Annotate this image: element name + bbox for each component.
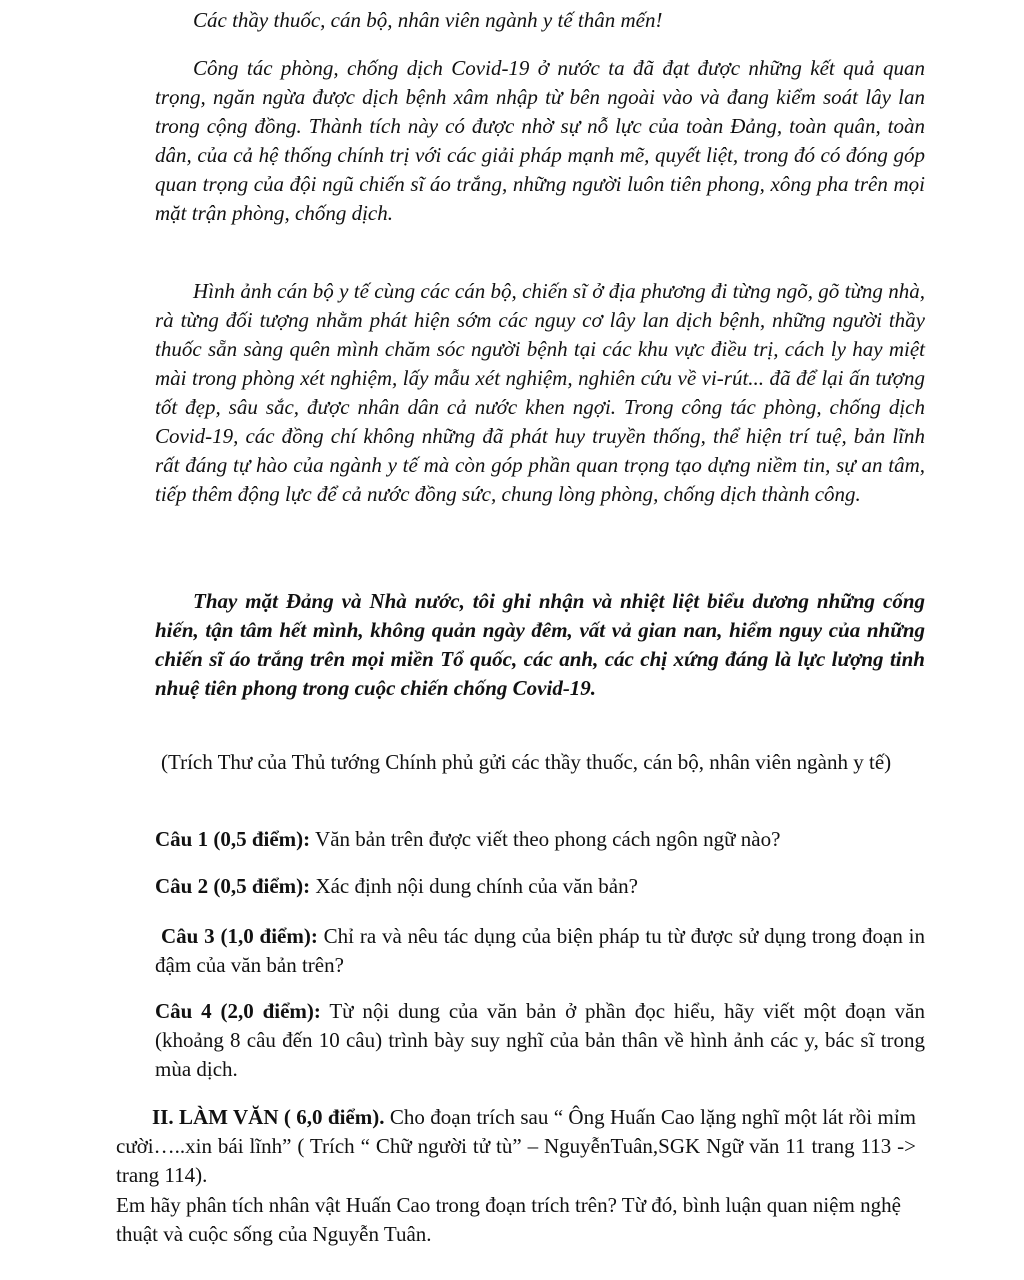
question-4-label: Câu 4 (2,0 điểm): bbox=[155, 999, 321, 1023]
question-1-text: Văn bản trên được viết theo phong cách ngôn ngữ nào? bbox=[310, 827, 781, 851]
writing-section-heading: II. LÀM VĂN ( 6,0 điểm). bbox=[152, 1105, 385, 1129]
question-2-text: Xác định nội dung chính của văn bản? bbox=[310, 874, 638, 898]
question-4-text: Từ nội dung của văn bản ở phần đọc hiểu, hãy viết một đoạn văn (khoảng 8 câu đến 10 câu) trình bày suy nghĩ của bản thân về hình ảnh các y, bác sĩ trong mùa dịch. bbox=[155, 999, 925, 1081]
letter-paragraph-2: Hình ảnh cán bộ y tế cùng các cán bộ, chiến sĩ ở địa phương đi từng ngõ, gõ từng nhà, rà từng đối tượng nhằm phát hiện sớm các nguy cơ lây lan dịch bệnh, những người thầy thuốc sẵn sàng quên mình chăm sóc người bệnh tại các khu vực điều trị, cách ly hay miệt mài trong phòng xét nghiệm, lấy mẫu xét nghiệm, nghiên cứu về vi-rút... đã để lại ấn tượng tốt đẹp, sâu sắc, được nhân dân cả nước khen ngợi. Trong công tác phòng, chống dịch Covid-19, các đồng chí không những đã phát huy truyền thống, thể hiện trí tuệ, bản lĩnh rất đáng tự hào của ngành y tế mà còn góp phần quan trọng tạo dựng niềm tin, sự an tâm, tiếp thêm động lực để cả nước đồng sức, chung lòng phòng, chống dịch thành công. bbox=[155, 279, 925, 506]
question-3 bbox=[155, 922, 925, 980]
question-1-label: Câu 1 (0,5 điểm): bbox=[155, 827, 311, 851]
writing-section bbox=[116, 1103, 916, 1190]
question-4 bbox=[155, 997, 925, 1084]
source-citation: (Trích Thư của Thủ tướng Chính phủ gửi các thầy thuốc, cán bộ, nhân viên ngành y tế) bbox=[161, 750, 892, 774]
question-1 bbox=[155, 825, 925, 854]
question-3-label: Câu 3 (1,0 điểm): bbox=[161, 924, 318, 948]
letter-greeting: Các thầy thuốc, cán bộ, nhân viên ngành y tế thân mến! bbox=[193, 8, 663, 32]
letter-paragraph-bold: Thay mặt Đảng và Nhà nước, tôi ghi nhận và nhiệt liệt biểu dương những cống hiến, tận tâm hết mình, không quản ngày đêm, vất vả gian nan, hiểm nguy của những chiến sĩ áo trắng trên mọi miền Tổ quốc, các anh, các chị xứng đáng là lực lượng tinh nhuệ tiên phong trong cuộc chiến chống Covid-19. bbox=[155, 589, 925, 700]
question-2 bbox=[155, 872, 925, 901]
question-3-text: Chỉ ra và nêu tác dụng của biện pháp tu từ được sử dụng trong đoạn in đậm của văn bản trên? bbox=[155, 924, 925, 977]
writing-section-prompt: Cho đoạn trích sau “ Ông Huấn Cao lặng nghĩ một lát rồi mỉm cười…..xin bái lĩnh” ( Trích “ Chữ người tử tù” – NguyễnTuân,SGK Ngữ văn 11 trang 113 -> trang 114). bbox=[116, 1105, 916, 1187]
letter-paragraph-1: Công tác phòng, chống dịch Covid-19 ở nước ta đã đạt được những kết quả quan trọng, ngăn ngừa được dịch bệnh xâm nhập từ bên ngoài vào và đang kiểm soát lây lan trong cộng đồng. Thành tích này có được nhờ sự nỗ lực của toàn Đảng, toàn quân, toàn dân, của cả hệ thống chính trị với các giải pháp mạnh mẽ, quyết liệt, trong đó có đóng góp quan trọng của đội ngũ chiến sĩ áo trắng, những người luôn tiên phong, xông pha trên mọi mặt trận phòng, chống dịch. bbox=[155, 56, 925, 225]
question-2-label: Câu 2 (0,5 điểm): bbox=[155, 874, 311, 898]
writing-task: Em hãy phân tích nhân vật Huấn Cao trong đoạn trích trên? Từ đó, bình luận quan niệm nghệ thuật và cuộc sống của Nguyễn Tuân. bbox=[116, 1193, 901, 1246]
